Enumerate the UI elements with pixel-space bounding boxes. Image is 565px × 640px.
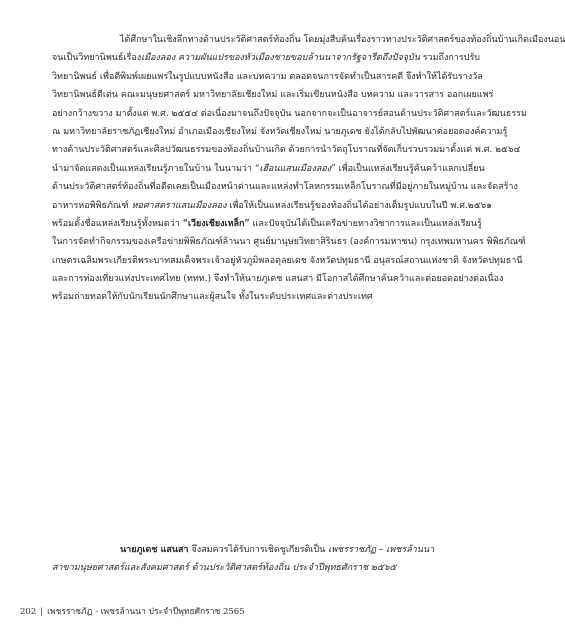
- body-line-8-tail: เพื่อเป็นแหล่งเรียนรู้ค้นคว้าแลกเปลี่ยน: [335, 163, 485, 174]
- body-line-4: วิทยานิพนธ์ดีเด่น คณะมนุษยศาสตร์ มหาวิทยาลัยเชียงใหม่ และเริ่มเขียนหนังสือ บทความ และวารสาร ออกเผยแพร่: [52, 90, 494, 101]
- body-line-10-tail: เพื่อให้เป็นแหล่งเรียนรู้ของท้องถิ่นได้อย่างเต็มรูปแบบในปี พ.ศ.๒๕๖๑: [226, 200, 492, 211]
- body-line-9: ด้านประวัติศาสตร์ท้องถิ่นที่อดีตเคยเป็นเมืองหน้าด่านและแหล่งทำโลหกรรมเหล็กโบราณที่มีอยู่ภายในหมู่บ้าน และจัดสร้าง: [52, 182, 518, 193]
- body-line-6: ณ มหาวิทยาลัยราชภัฏเชียงใหม่ อำเภอเมืองเชียงใหม่ จังหวัดเชียงใหม่ นายภูเดช ยังได้กลับไปพัฒนาต่อยอดองค์ความรู้: [52, 126, 508, 137]
- publication-title: เพชรราชภัฏ - เพชรล้านนา ประจำปีพุทธศักราช 2565: [47, 607, 245, 617]
- body-line-15: พร้อมถ่ายทอดให้กับนักเรียนนักศึกษาและผู้สนใจ ทั้งในระดับประเทศและต่างประเทศ: [52, 292, 373, 303]
- body-line-7: ทางด้านประวัติศาสตร์และศิลปวัฒนธรรมของท้องถิ่นบ้านเกิด ด้วยการนำวัตถุโบราณที่จัดเก็บรวบรวมมาตั้งแต่ พ.ศ. ๒๕๖๔: [52, 145, 521, 156]
- thesis-title: เมืองลอง ความผันแปรของหัวเมืองชายขอบล้านนาจากรัฐจารีตถึงปัจจุบัน: [141, 53, 420, 64]
- body-line-14: และการท่องเที่ยวแห่งประเทศไทย (ททท.) จึงทำให้นายภูเดช แสนสา มีโอกาสได้ศึกษาค้นคว้าและต่อยอดอย่างต่อเนื่อง: [52, 274, 504, 285]
- honor-line-1-text: จึงสมควรได้รับการเชิดชูเกียรติเป็น: [188, 545, 329, 555]
- learning-center-name: “เฮือนแสนเมืองลอง”: [254, 163, 336, 174]
- honor-line-2: สาขามนุษยศาสตร์และสังคมศาสตร์ ด้านประวัติศาสตร์ท้องถิ่น ประจำปีพุทธศักราช ๒๕๖๕: [52, 563, 397, 574]
- body-line-2-tail: รวมถึงการปรับ: [419, 53, 480, 64]
- page-footer: [20, 604, 245, 618]
- body-line-2-text: จนเป็นวิทยานิพนธ์เรื่อง: [52, 53, 142, 64]
- body-line-5: อย่างกว้างขวาง มาตั้งแต่ พ.ศ. ๒๕๕๔ ต่อเนื่องมาจนถึงปัจจุบัน นอกจากจะเป็นอาจารย์สอนด้านประวัติศาสตร์และวัฒนธรรม: [52, 108, 527, 119]
- network-name: “เวียงเชียงเหล็ก”: [182, 218, 250, 229]
- body-line-10-text: อาหารหอพิพิธภัณฑ์: [52, 200, 129, 211]
- body-line-11-tail: และปัจจุบันได้เป็นเครือข่ายทางวิชาการและเป็นแหล่งเรียนรู้: [249, 218, 482, 229]
- honor-line-1: [52, 541, 456, 559]
- body-line-1: ได้ศึกษาในเชิงลึกทางด้านประวัติศาสตร์ท้องถิ่น โดยมุ่งสืบค้นเรื่องราวทางประวัติศาสตร์ของท้องถิ่นบ้านเกิดเมืองนอน: [120, 35, 565, 45]
- award-title: เพชรราชภัฏ – เพชรล้านนา: [328, 545, 435, 555]
- body-line-8: [52, 160, 485, 178]
- body-line-3: วิทยานิพนธ์ เพื่อตีพิมพ์เผยแพร่ในรูปแบบหนังสือ และบทความ ตลอดจนการจัดทำเป็นสารคดี จึงทำให้ได้รับรางวัล: [52, 71, 483, 82]
- body-line-11-text: พร้อมตั้งชื่อแหล่งเรียนรู้ทั้งหมดว่า: [52, 218, 180, 229]
- body-line-11: [52, 215, 482, 233]
- honoree-name: นายภูเดช แสนสา: [120, 545, 189, 555]
- museum-name: หอศาสตราแสนเมืองลอง: [131, 200, 227, 211]
- body-line-10: [52, 197, 492, 215]
- honor-paragraph: [52, 541, 456, 578]
- footer-separator: |: [40, 607, 44, 617]
- page-number: 202: [20, 607, 37, 617]
- body-line-2: [52, 49, 480, 67]
- body-line-13: เกษตรเฉลิมพระเกียรติพระบาทสมเด็จพระเจ้าอยู่หัวภูมิพลอดุลยเดช จังหวัดปทุมธานี อนุสรณ์สถานแห่งชาติ จังหวัดปทุมธานี: [52, 255, 523, 266]
- biography-paragraph: [52, 31, 565, 307]
- body-line-8-text: นำมาจัดแสดงเป็นแหล่งเรียนรู้ภายในบ้าน ในนามว่า: [52, 163, 252, 174]
- body-line-12: ในการจัดทำกิจกรรมของเครือข่ายพิพิธภัณฑ์ล้านนา ศูนย์มานุษยวิทยาสิรินธร (องค์การมหาชน) กรุงเทพมหานคร พิพิธภัณฑ์: [52, 237, 526, 248]
